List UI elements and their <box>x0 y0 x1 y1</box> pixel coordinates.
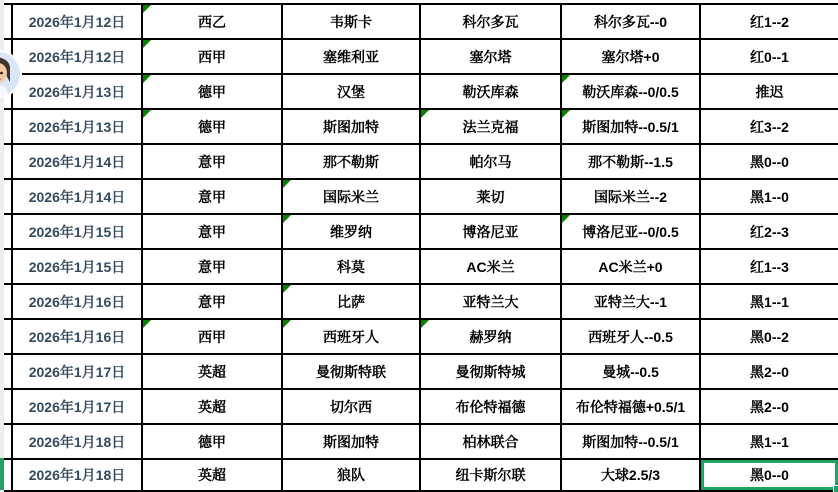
cell-result[interactable]: 黑2--0 <box>701 355 838 390</box>
cell-result[interactable]: 红1--3 <box>701 250 838 285</box>
cell-away-team[interactable]: 赫罗纳 <box>421 320 562 355</box>
comment-marker-icon <box>283 320 291 328</box>
comment-marker-icon <box>143 75 151 83</box>
cell-league[interactable]: 意甲 <box>143 215 283 250</box>
cell-handicap[interactable]: 那不勒斯--1.5 <box>562 145 701 180</box>
row-gutter-cell <box>4 145 13 180</box>
row-gutter-cell <box>4 425 13 460</box>
cell-handicap[interactable]: 塞尔塔+0 <box>562 40 701 75</box>
comment-marker-icon <box>562 110 570 118</box>
cell-date[interactable]: 2026年1月13日 <box>13 110 143 145</box>
cell-result[interactable]: 黑1--1 <box>701 285 838 320</box>
cell-home-team[interactable]: 国际米兰 <box>283 180 421 215</box>
cell-handicap[interactable]: 科尔多瓦--0 <box>562 5 701 40</box>
cell-league[interactable]: 西甲 <box>143 40 283 75</box>
cell-home-team[interactable]: 韦斯卡 <box>283 5 421 40</box>
cell-date[interactable]: 2026年1月14日 <box>13 180 143 215</box>
cell-league[interactable]: 意甲 <box>143 145 283 180</box>
row-gutter-cell <box>4 355 13 390</box>
cell-date[interactable]: 2026年1月15日 <box>13 250 143 285</box>
cell-handicap[interactable]: 大球2.5/3 <box>562 460 701 492</box>
cell-league[interactable]: 意甲 <box>143 285 283 320</box>
cell-result[interactable]: 黑0--0 <box>701 145 838 180</box>
cell-away-team[interactable]: 布伦特福德 <box>421 390 562 425</box>
cell-league[interactable]: 西甲 <box>143 320 283 355</box>
comment-marker-icon <box>143 40 151 48</box>
comment-marker-icon <box>143 110 151 118</box>
cell-handicap[interactable]: 勒沃库森--0/0.5 <box>562 75 701 110</box>
row-gutter-cell <box>4 215 13 250</box>
cell-result[interactable]: 黑1--0 <box>701 180 838 215</box>
cell-away-team[interactable]: 勒沃库森 <box>421 75 562 110</box>
comment-marker-icon <box>421 320 429 328</box>
cell-date[interactable]: 2026年1月18日 <box>13 460 143 492</box>
selection-fill-handle[interactable] <box>833 485 838 492</box>
cell-date[interactable]: 2026年1月16日 <box>13 320 143 355</box>
cell-home-team[interactable]: 斯图加特 <box>283 425 421 460</box>
cell-home-team[interactable]: 斯图加特 <box>283 110 421 145</box>
cell-league[interactable]: 德甲 <box>143 75 283 110</box>
cell-handicap[interactable]: 曼城--0.5 <box>562 355 701 390</box>
cell-home-team[interactable]: 狼队 <box>283 460 421 492</box>
comment-marker-icon <box>421 110 429 118</box>
cell-result[interactable]: 黑0--2 <box>701 320 838 355</box>
cell-away-team[interactable]: 帕尔马 <box>421 145 562 180</box>
cell-date[interactable]: 2026年1月18日 <box>13 425 143 460</box>
cell-handicap[interactable]: 布伦特福德+0.5/1 <box>562 390 701 425</box>
row-gutter-cell <box>4 5 13 40</box>
cell-home-team[interactable]: 西班牙人 <box>283 320 421 355</box>
cell-league[interactable]: 英超 <box>143 355 283 390</box>
cell-home-team[interactable]: 曼彻斯特联 <box>283 355 421 390</box>
cell-date[interactable]: 2026年1月12日 <box>13 40 143 75</box>
cell-league[interactable]: 英超 <box>143 390 283 425</box>
cell-date[interactable]: 2026年1月15日 <box>13 215 143 250</box>
cell-result[interactable]: 黑1--1 <box>701 425 838 460</box>
cell-league[interactable]: 德甲 <box>143 425 283 460</box>
cell-result[interactable]: 黑0--0 <box>701 460 838 492</box>
row-gutter-cell <box>4 285 13 320</box>
cell-away-team[interactable]: AC米兰 <box>421 250 562 285</box>
cell-result[interactable]: 推迟 <box>701 75 838 110</box>
cell-date[interactable]: 2026年1月12日 <box>13 5 143 40</box>
match-results-table <box>4 3 838 492</box>
comment-marker-icon <box>562 75 570 83</box>
cell-result[interactable]: 黑2--0 <box>701 390 838 425</box>
cell-handicap[interactable]: 博洛尼亚--0/0.5 <box>562 215 701 250</box>
cell-home-team[interactable]: 切尔西 <box>283 390 421 425</box>
cell-away-team[interactable]: 纽卡斯尔联 <box>421 460 562 492</box>
cell-home-team[interactable]: 维罗纳 <box>283 215 421 250</box>
cell-handicap[interactable]: AC米兰+0 <box>562 250 701 285</box>
cell-handicap[interactable]: 斯图加特--0.5/1 <box>562 110 701 145</box>
comment-marker-icon <box>283 180 291 188</box>
cell-handicap[interactable]: 国际米兰--2 <box>562 180 701 215</box>
cell-date[interactable]: 2026年1月17日 <box>13 355 143 390</box>
cell-result[interactable]: 红1--2 <box>701 5 838 40</box>
row-gutter-cell <box>4 110 13 145</box>
cell-result[interactable]: 红2--3 <box>701 215 838 250</box>
cell-away-team[interactable]: 博洛尼亚 <box>421 215 562 250</box>
cell-date[interactable]: 2026年1月13日 <box>13 75 143 110</box>
cell-home-team[interactable]: 塞维利亚 <box>283 40 421 75</box>
comment-marker-icon <box>143 5 151 13</box>
cell-date[interactable]: 2026年1月17日 <box>13 390 143 425</box>
cell-home-team[interactable]: 汉堡 <box>283 75 421 110</box>
cell-result[interactable]: 红3--2 <box>701 110 838 145</box>
cell-handicap[interactable]: 斯图加特--0.5/1 <box>562 425 701 460</box>
cell-league[interactable]: 西乙 <box>143 5 283 40</box>
cell-away-team[interactable]: 柏林联合 <box>421 425 562 460</box>
cell-away-team[interactable]: 莱切 <box>421 180 562 215</box>
cell-date[interactable]: 2026年1月16日 <box>13 285 143 320</box>
cell-league[interactable]: 德甲 <box>143 110 283 145</box>
cell-league[interactable]: 意甲 <box>143 180 283 215</box>
cell-away-team[interactable]: 法兰克福 <box>421 110 562 145</box>
cell-home-team[interactable]: 比萨 <box>283 285 421 320</box>
cell-away-team[interactable]: 曼彻斯特城 <box>421 355 562 390</box>
comment-marker-icon <box>283 215 291 223</box>
cell-away-team[interactable]: 塞尔塔 <box>421 40 562 75</box>
row-gutter-cell <box>4 250 13 285</box>
row-gutter-cell <box>4 180 13 215</box>
cell-home-team[interactable]: 那不勒斯 <box>283 145 421 180</box>
comment-marker-icon <box>562 215 570 223</box>
comment-marker-icon <box>283 285 291 293</box>
cell-away-team[interactable]: 科尔多瓦 <box>421 5 562 40</box>
row-gutter-cell <box>4 320 13 355</box>
cell-league[interactable]: 英超 <box>143 460 283 492</box>
cell-handicap[interactable]: 亚特兰大--1 <box>562 285 701 320</box>
cell-result[interactable]: 红0--1 <box>701 40 838 75</box>
cell-handicap[interactable]: 西班牙人--0.5 <box>562 320 701 355</box>
cell-date[interactable]: 2026年1月14日 <box>13 145 143 180</box>
row-gutter-cell <box>4 460 13 492</box>
comment-marker-icon <box>143 320 151 328</box>
cell-away-team[interactable]: 亚特兰大 <box>421 285 562 320</box>
cell-league[interactable]: 意甲 <box>143 250 283 285</box>
row-gutter-cell <box>4 390 13 425</box>
cell-home-team[interactable]: 科莫 <box>283 250 421 285</box>
